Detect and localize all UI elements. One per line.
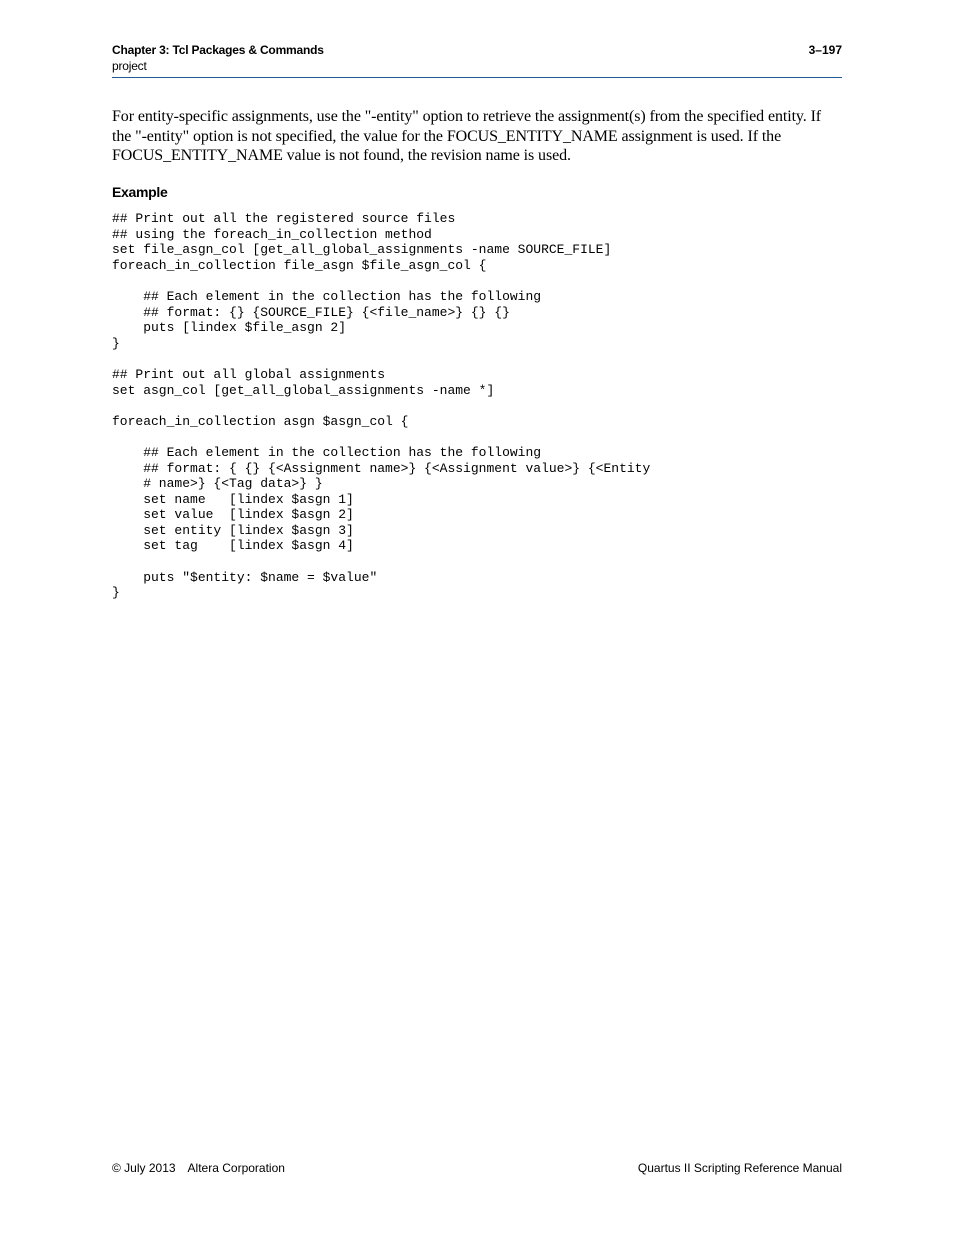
body-paragraph: For entity-specific assignments, use the "-entity" option to retrieve the assignment(s) from the specified entity. If the "-entity" option is not specified, the value for the FOCUS_ENTITY_NAME assignment is used. If the FOCUS_ENTITY_NAME value is not found, the revision name is used.	[112, 108, 822, 164]
section-name: project	[112, 59, 147, 73]
page-header	[112, 43, 842, 78]
example-heading: Example	[112, 184, 168, 200]
page-footer	[112, 1161, 842, 1179]
footer-company: Altera Corporation	[187, 1161, 285, 1175]
footer-date: © July 2013	[112, 1161, 176, 1175]
footer-manual-title: Quartus II Scripting Reference Manual	[637, 1161, 842, 1175]
code-example: ## Print out all the registered source files ## using the foreach_in_collection method set file_asgn_col [get_all_global_assignments -name SOURCE_FILE] foreach_in_collection file_asgn $file_asgn_col { ## Each element in the collection has the following ## format: {} {SOURCE_FILE} {<file_name>} {} {} puts [lindex $file_asgn 2] } ## Print out all global assignments set asgn_col [get_all_global_assignments -name *] foreach_in_collection asgn $asgn_col { ## Each element in the collection has the following ## format: { {} {<Assignment name>} {<Assignment value>} {<Entity # name>} {<Tag data>} } set name [lindex $asgn 1] set value [lindex $asgn 2] set entity [lindex $asgn 3] set tag [lindex $asgn 4] puts "$entity: $name = $value" }	[112, 211, 651, 601]
footer-left	[112, 1161, 285, 1175]
page-number: 3–197	[808, 43, 842, 57]
chapter-title: Chapter 3: Tcl Packages & Commands	[112, 43, 324, 57]
